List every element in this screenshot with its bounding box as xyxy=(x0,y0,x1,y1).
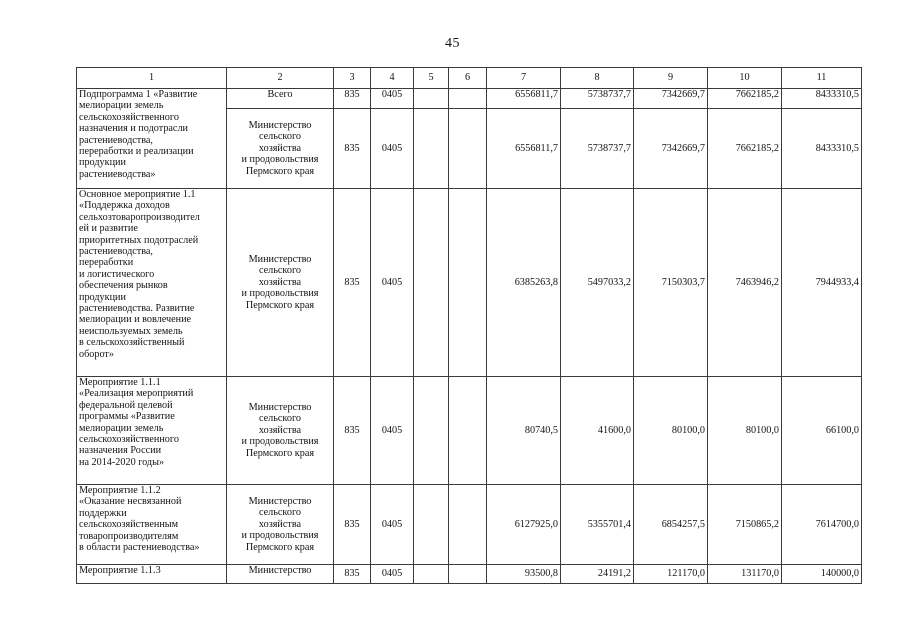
executor-cell: Министерство сельского хозяйства и продовольствия Пермского края xyxy=(227,377,334,485)
value-cell: 131170,0 xyxy=(708,565,782,584)
value-cell: 6556811,7 xyxy=(487,109,561,189)
column-header-1: 1 xyxy=(77,68,227,89)
value-cell: 7463946,2 xyxy=(708,189,782,377)
value-cell: 8433310,5 xyxy=(782,89,862,109)
column-header-6: 6 xyxy=(449,68,487,89)
table-header-row xyxy=(77,68,862,89)
column-header-9: 9 xyxy=(634,68,708,89)
empty-cell xyxy=(414,189,449,377)
empty-cell xyxy=(414,485,449,565)
column-header-5: 5 xyxy=(414,68,449,89)
column-header-8: 8 xyxy=(561,68,634,89)
value-cell: 80740,5 xyxy=(487,377,561,485)
value-cell: 6556811,7 xyxy=(487,89,561,109)
empty-cell xyxy=(414,377,449,485)
column-header-7: 7 xyxy=(487,68,561,89)
executor-cell: Министерство сельского хозяйства и продовольствия Пермского края xyxy=(227,485,334,565)
code-cell: 835 xyxy=(334,565,371,584)
table-row xyxy=(77,89,862,109)
empty-cell xyxy=(449,109,487,189)
code-cell: 835 xyxy=(334,109,371,189)
value-cell: 5738737,7 xyxy=(561,109,634,189)
value-cell: 80100,0 xyxy=(634,377,708,485)
measure-name: Мероприятие 1.1.1 «Реализация мероприятий федеральной целевой программы «Развитие мелиорации земель сельскохозяйственного назначения России на 2014-2020 годы» xyxy=(77,377,227,485)
value-cell: 41600,0 xyxy=(561,377,634,485)
value-cell: 5738737,7 xyxy=(561,89,634,109)
table-row xyxy=(77,485,862,565)
value-cell: 6854257,5 xyxy=(634,485,708,565)
empty-cell xyxy=(449,485,487,565)
empty-cell xyxy=(449,189,487,377)
value-cell: 140000,0 xyxy=(782,565,862,584)
empty-cell xyxy=(414,109,449,189)
value-cell: 6127925,0 xyxy=(487,485,561,565)
value-cell: 7342669,7 xyxy=(634,109,708,189)
value-cell: 6385263,8 xyxy=(487,189,561,377)
value-cell: 8433310,5 xyxy=(782,109,862,189)
column-header-4: 4 xyxy=(371,68,414,89)
value-cell: 7944933,4 xyxy=(782,189,862,377)
measure-name: Мероприятие 1.1.3 xyxy=(77,565,227,584)
executor-cell: Министерство xyxy=(227,565,334,584)
value-cell: 80100,0 xyxy=(708,377,782,485)
table-row xyxy=(77,189,862,377)
empty-cell xyxy=(449,377,487,485)
value-cell: 7662185,2 xyxy=(708,89,782,109)
empty-cell xyxy=(414,89,449,109)
value-cell: 7614700,0 xyxy=(782,485,862,565)
code-cell: 0405 xyxy=(371,189,414,377)
code-cell: 0405 xyxy=(371,377,414,485)
code-cell: 0405 xyxy=(371,89,414,109)
code-cell: 0405 xyxy=(371,565,414,584)
measure-name: Основное мероприятие 1.1 «Поддержка доходов сельхозтоваропроизводител ей и развитие приоритетных подотраслей растениеводства, переработки и логистического обеспечения рынков продукции растениеводства. Развитие мелиорации и вовлечение неиспользуемых земель в сельскохозяйственный оборот» xyxy=(77,189,227,377)
empty-cell xyxy=(449,89,487,109)
executor-cell: Всего xyxy=(227,89,334,109)
value-cell: 7150865,2 xyxy=(708,485,782,565)
table-row xyxy=(77,377,862,485)
executor-cell: Министерство сельского хозяйства и продовольствия Пермского края xyxy=(227,109,334,189)
column-header-2: 2 xyxy=(227,68,334,89)
value-cell: 7342669,7 xyxy=(634,89,708,109)
column-header-3: 3 xyxy=(334,68,371,89)
value-cell: 93500,8 xyxy=(487,565,561,584)
page-number: 45 xyxy=(445,36,460,51)
column-header-11: 11 xyxy=(782,68,862,89)
measure-name: Мероприятие 1.1.2 «Оказание несвязанной поддержки сельскохозяйственным товаропроизводителям в области растениеводства» xyxy=(77,485,227,565)
code-cell: 835 xyxy=(334,189,371,377)
subprogram-name: Подпрограмма 1 «Развитие мелиорации земель сельскохозяйственного назначения и подотрасли растениеводства, переработки и реализации продукции растениеводства» xyxy=(77,89,227,189)
table-row xyxy=(77,565,862,584)
value-cell: 5497033,2 xyxy=(561,189,634,377)
empty-cell xyxy=(414,565,449,584)
code-cell: 835 xyxy=(334,377,371,485)
code-cell: 835 xyxy=(334,485,371,565)
executor-cell: Министерство сельского хозяйства и продовольствия Пермского края xyxy=(227,189,334,377)
code-cell: 835 xyxy=(334,89,371,109)
value-cell: 24191,2 xyxy=(561,565,634,584)
code-cell: 0405 xyxy=(371,109,414,189)
budget-table xyxy=(76,67,862,584)
value-cell: 121170,0 xyxy=(634,565,708,584)
value-cell: 5355701,4 xyxy=(561,485,634,565)
value-cell: 7662185,2 xyxy=(708,109,782,189)
value-cell: 7150303,7 xyxy=(634,189,708,377)
empty-cell xyxy=(449,565,487,584)
code-cell: 0405 xyxy=(371,485,414,565)
column-header-10: 10 xyxy=(708,68,782,89)
value-cell: 66100,0 xyxy=(782,377,862,485)
